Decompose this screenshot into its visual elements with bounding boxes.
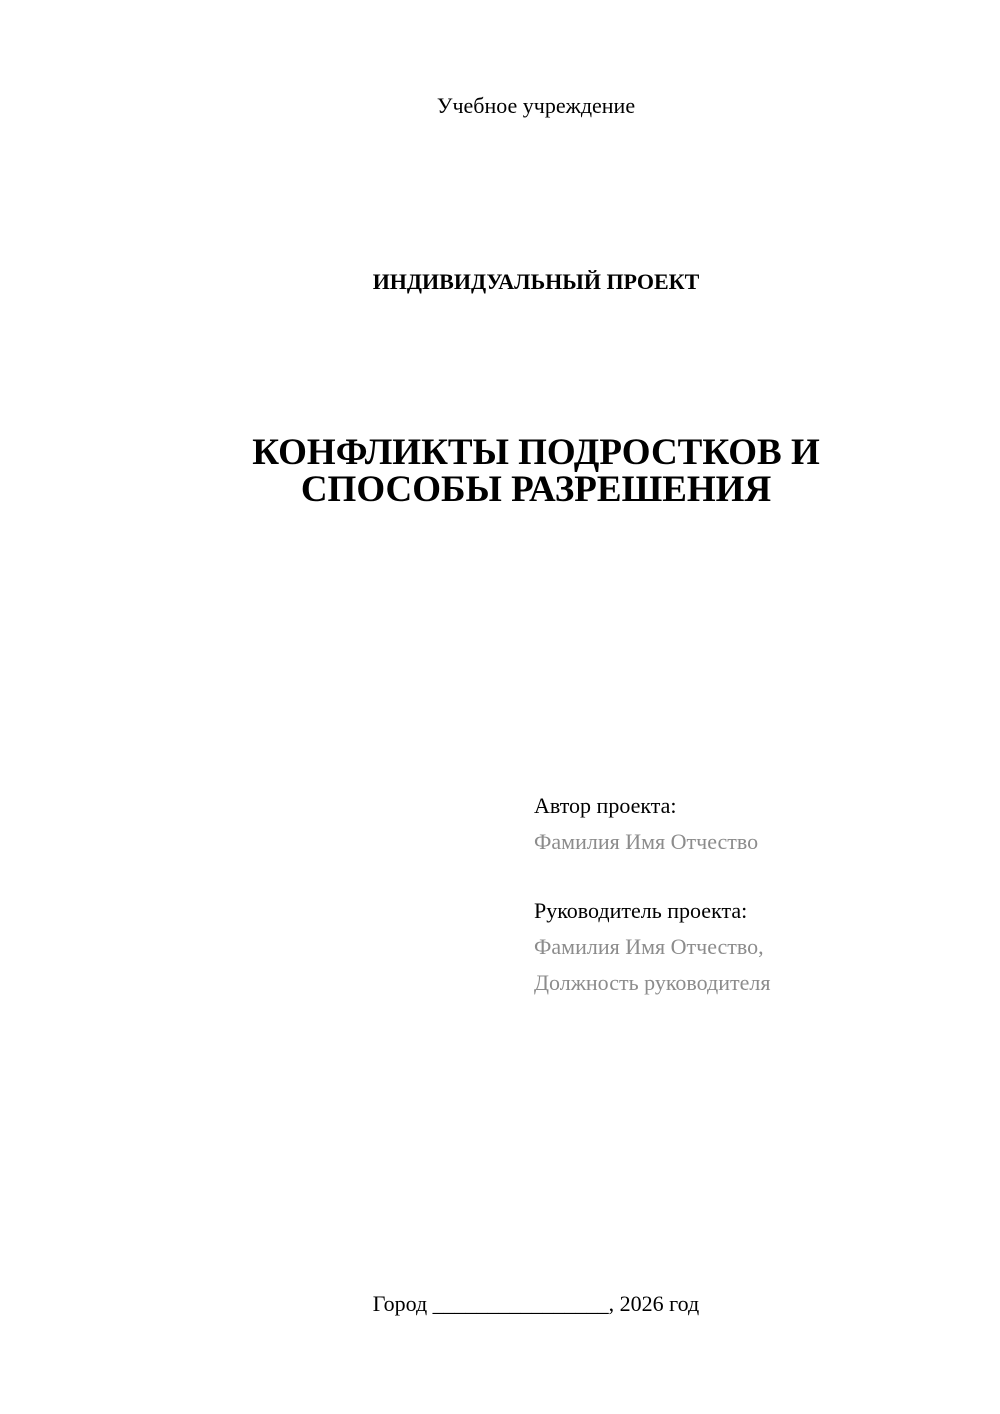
credits-spacer <box>534 860 770 893</box>
author-label: Автор проекта: <box>534 793 677 818</box>
supervisor-position: Должность руководителя <box>534 970 771 995</box>
supervisor-label: Руководитель проекта: <box>534 898 748 923</box>
institution-name: Учебное учреждение <box>436 93 636 118</box>
credits-block <box>534 788 770 1001</box>
supervisor-name: Фамилия Имя Отчество, <box>534 934 764 959</box>
project-title-line-2: СПОСОБЫ РАЗРЕШЕНИЯ <box>300 469 772 510</box>
project-title <box>0 434 1000 508</box>
document-type: ИНДИВИДУАЛЬНЫЙ ПРОЕКТ <box>372 269 700 294</box>
author-name: Фамилия Имя Отчество <box>534 829 759 854</box>
city-year-line: Город ________________, 2026 год <box>372 1291 700 1316</box>
project-title-line-1: КОНФЛИКТЫ ПОДРОСТКОВ И <box>252 432 820 473</box>
